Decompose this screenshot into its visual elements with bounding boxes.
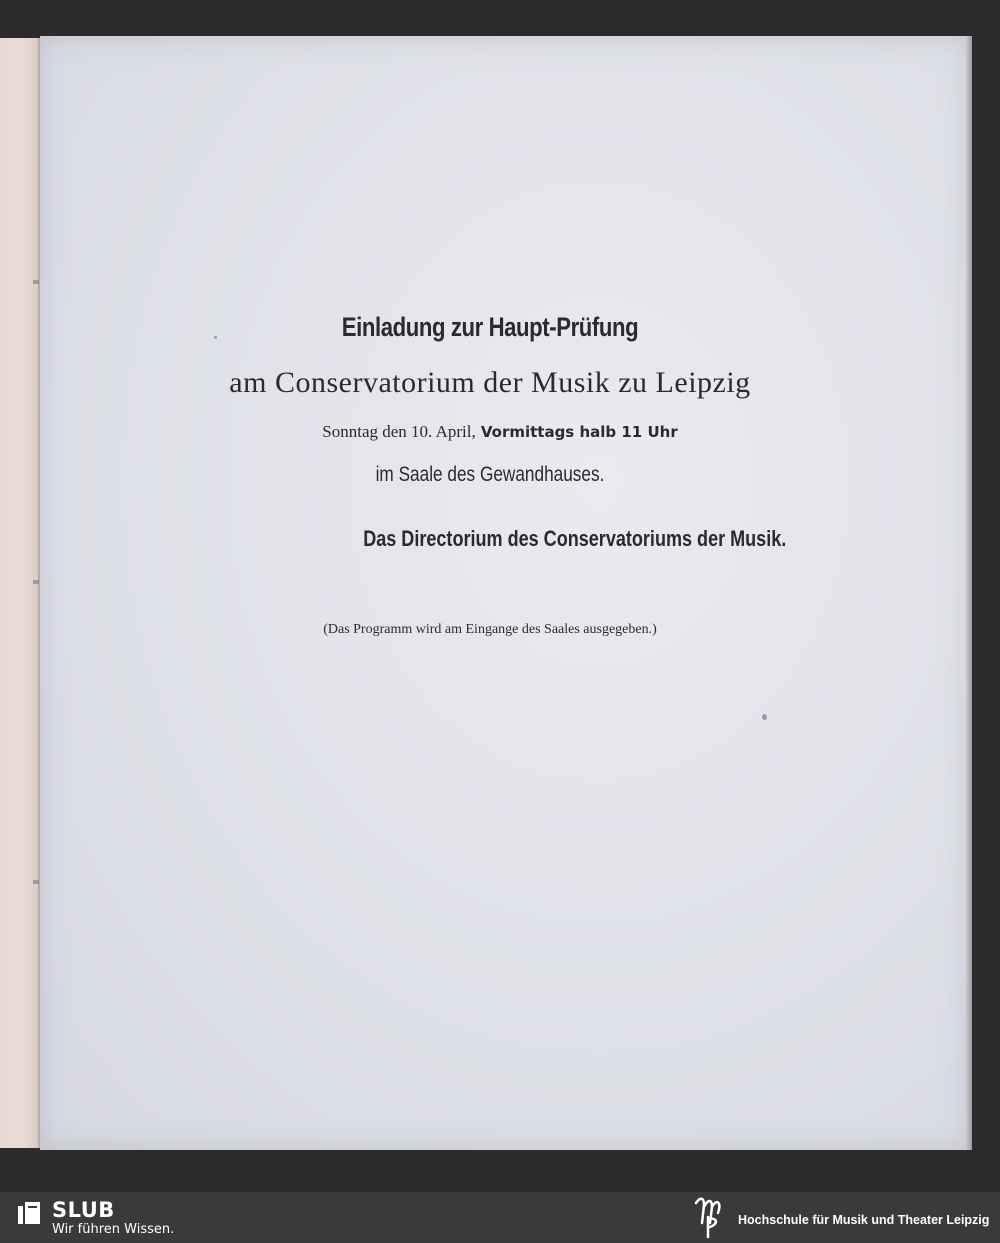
library-slogan: Wir führen Wissen. (52, 1222, 175, 1237)
paper-speck (214, 336, 217, 339)
date-time-line (250, 422, 750, 442)
venue-line: im Saale des Gewandhauses. (375, 463, 605, 486)
issuer-line: Das Directorium des Conservatoriums der Musik. (363, 526, 787, 551)
partner-name[interactable]: Hochschule für Musik und Theater Leipzig (738, 1213, 990, 1227)
document-page (40, 36, 970, 1150)
institution-line: am Conservatorium der Musik zu Leipzig (229, 366, 751, 399)
spine-binding (33, 40, 39, 1145)
program-note: (Das Programm wird am Eingange des Saales ausgegeben.) (323, 622, 657, 637)
date-text: Sonntag den 10. April, (322, 422, 476, 441)
invitation-title: Einladung zur Haupt-Prüfung (341, 312, 639, 342)
footer-bar (0, 1192, 1000, 1243)
paper-speck (762, 714, 767, 720)
slub-logo-icon[interactable] (18, 1202, 40, 1224)
page-edge-shadow (966, 36, 972, 1150)
time-text: Vormittags halb 11 Uhr (480, 423, 678, 441)
library-name[interactable]: SLUB (52, 1198, 115, 1222)
hmt-logo-icon[interactable] (690, 1193, 730, 1239)
